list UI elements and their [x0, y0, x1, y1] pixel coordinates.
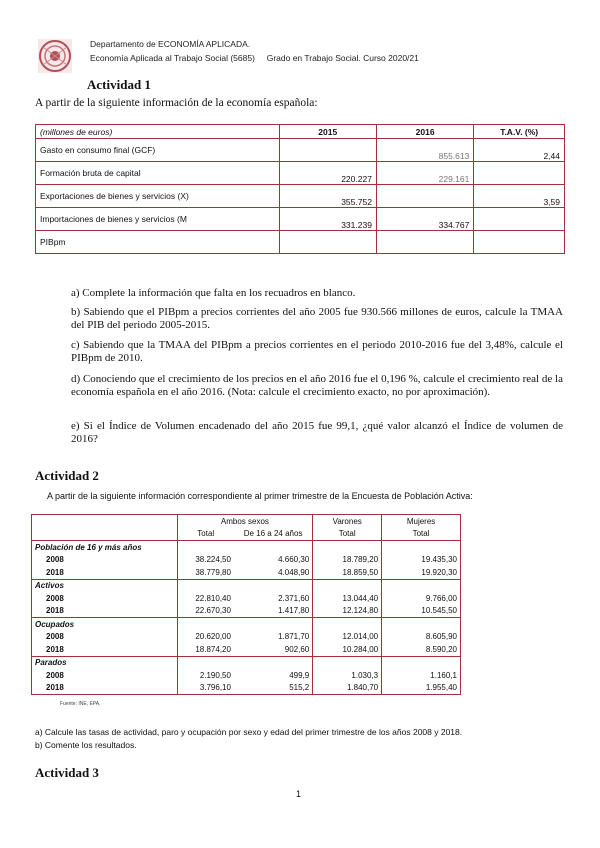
cell [474, 208, 565, 231]
row-label: Importaciones de bienes y servicios (M [36, 208, 280, 231]
section-title: Población de 16 y más años [32, 541, 178, 554]
question-e: e) Si el Índice de Volumen encadenado del año 2015 fue 99,1, ¿qué valor alcanzó el Índice de volumen de 2016? [71, 420, 563, 445]
cell: 3.796,10 [177, 682, 234, 695]
cell: 10.284,00 [313, 643, 382, 656]
cell [474, 162, 565, 185]
cell: 22.670,30 [177, 605, 234, 618]
group-header: Ambos sexos [177, 515, 313, 528]
actividad-1-title: Actividad 1 [87, 77, 151, 92]
question-b: b) Sabiendo que el PIBpm a precios corrientes del año 2005 fue 930.566 millones de euros, calcule la TMAA del PIB del periodo 2005-2015. [71, 306, 563, 331]
cell: 22.810,40 [195, 593, 231, 603]
cell: 229.161 [376, 162, 473, 185]
cell: 18.789,20 [313, 554, 382, 567]
table-row [32, 592, 461, 605]
section-title: Activos [32, 579, 178, 592]
table-row [36, 185, 565, 208]
cell: 19.920,30 [382, 566, 461, 579]
cell [279, 139, 376, 162]
cell: 499,9 [234, 669, 313, 682]
year-label: 2018 [32, 682, 178, 695]
section-header [32, 656, 461, 669]
question-c: c) Sabiendo que la TMAA del PIBpm a precios corrientes en el periodo 2010-2016 fue del 3,48%, calcule el PIBpm de 2010. [71, 339, 563, 364]
section-header [32, 541, 461, 554]
table-row [36, 139, 565, 162]
cell: 355.752 [279, 185, 376, 208]
row-label: PIBpm [36, 231, 280, 254]
year-label: 2018 [32, 643, 178, 656]
row-label: Gasto en consumo final (GCF) [36, 139, 280, 162]
table-row [32, 643, 461, 656]
cell: 331.239 [279, 208, 376, 231]
year-label: 2008 [32, 631, 178, 644]
cell: 902,60 [234, 643, 313, 656]
year-label: 2018 [32, 566, 178, 579]
group-header: Varones [313, 515, 382, 528]
cell: 1.840,70 [313, 682, 382, 695]
year-label: 2018 [32, 605, 178, 618]
epa-group-header [32, 515, 461, 528]
page-number: 1 [296, 789, 302, 799]
cell: 8.590,20 [382, 643, 461, 656]
cell: 19.435,30 [382, 554, 461, 567]
actividad-2-title: Actividad 2 [35, 468, 99, 483]
actividad-2-question-b: b) Comente los resultados. [35, 740, 137, 750]
header-department: Departamento de ECONOMÍA APLICADA. [90, 39, 251, 49]
cell: 2.371,60 [234, 592, 313, 605]
table-row [32, 682, 461, 695]
cell [279, 231, 376, 254]
cell: 12.124,80 [313, 605, 382, 618]
col-header: 2016 [376, 125, 473, 139]
group-header: Mujeres [382, 515, 461, 528]
table-row [36, 208, 565, 231]
actividad-1-intro: A partir de la siguiente información de la economía española: [35, 97, 318, 109]
table-row [36, 162, 565, 185]
sub-header: Total [382, 528, 461, 541]
cell [376, 185, 473, 208]
cell: 12.014,00 [313, 631, 382, 644]
cell [376, 231, 473, 254]
cell: 220.227 [279, 162, 376, 185]
cell: 4.660,30 [234, 554, 313, 567]
year-label: 2008 [32, 669, 178, 682]
epa-table [31, 514, 461, 695]
economy-table-header [36, 125, 565, 139]
university-seal-logo [38, 39, 72, 73]
sub-header: Total [313, 528, 382, 541]
col-header: (millones de euros) [36, 125, 280, 139]
cell: 3,59 [474, 185, 565, 208]
actividad-2-intro: A partir de la siguiente información correspondiente al primer trimestre de la Encuesta de Población Activa: [47, 491, 473, 501]
table-row [32, 566, 461, 579]
economy-table [35, 124, 565, 254]
table-row [36, 231, 565, 254]
cell: 2.190,50 [199, 670, 231, 680]
actividad-3-title: Actividad 3 [35, 765, 99, 780]
row-label: Exportaciones de bienes y servicios (X) [36, 185, 280, 208]
cell: 38.224,50 [195, 555, 231, 565]
table-row [32, 631, 461, 644]
cell: 515,2 [234, 682, 313, 695]
epa-sub-header [32, 528, 461, 541]
table-row [32, 554, 461, 567]
cell: 334.767 [376, 208, 473, 231]
question-d: d) Conociendo que el crecimiento de los precios en el año 2016 fue el 0,196 %, calcule el crecimiento real de la economía española en el año 2016. (Nota: calcule el crecimiento exacto, no por aproximación). [71, 373, 563, 398]
cell: 4.048,90 [234, 566, 313, 579]
cell: 1.030,3 [313, 669, 382, 682]
section-title: Parados [32, 656, 178, 669]
question-a: a) Complete la información que falta en los recuadros en blanco. [71, 287, 356, 299]
cell: 1.871,70 [234, 631, 313, 644]
actividad-2-question-a: a) Calcule las tasas de actividad, paro y ocupación por sexo y edad del primer trimestre de los años 2008 y 2018. [35, 727, 463, 737]
sub-header: Total [177, 528, 234, 541]
header-course: Economía Aplicada al Trabajo Social (5685) Grado en Trabajo Social. Curso 2020/21 [90, 53, 419, 63]
section-header [32, 618, 461, 631]
year-label: 2008 [32, 554, 178, 567]
cell: 855.613 [376, 139, 473, 162]
cell: 38.779,80 [177, 566, 234, 579]
cell: 18.859,50 [313, 566, 382, 579]
col-header: T.A.V. (%) [474, 125, 565, 139]
cell: 1.955,40 [382, 682, 461, 695]
cell: 13.044,40 [313, 592, 382, 605]
row-label: Formación bruta de capital [36, 162, 280, 185]
cell: 20.620,00 [195, 632, 231, 642]
cell: 2,44 [474, 139, 565, 162]
table-source: Fuente: INE, EPA. [60, 701, 101, 707]
cell [474, 231, 565, 254]
table-row [32, 605, 461, 618]
year-label: 2008 [32, 592, 178, 605]
cell: 9.766,00 [382, 592, 461, 605]
section-title: Ocupados [32, 618, 178, 631]
table-row [32, 669, 461, 682]
cell: 8.605,90 [382, 631, 461, 644]
section-header [32, 579, 461, 592]
cell: 1.417,80 [234, 605, 313, 618]
sub-header: De 16 a 24 años [234, 528, 313, 541]
cell: 18.874,20 [177, 643, 234, 656]
cell: 10.545,50 [382, 605, 461, 618]
col-header: 2015 [279, 125, 376, 139]
cell: 1.160,1 [382, 669, 461, 682]
